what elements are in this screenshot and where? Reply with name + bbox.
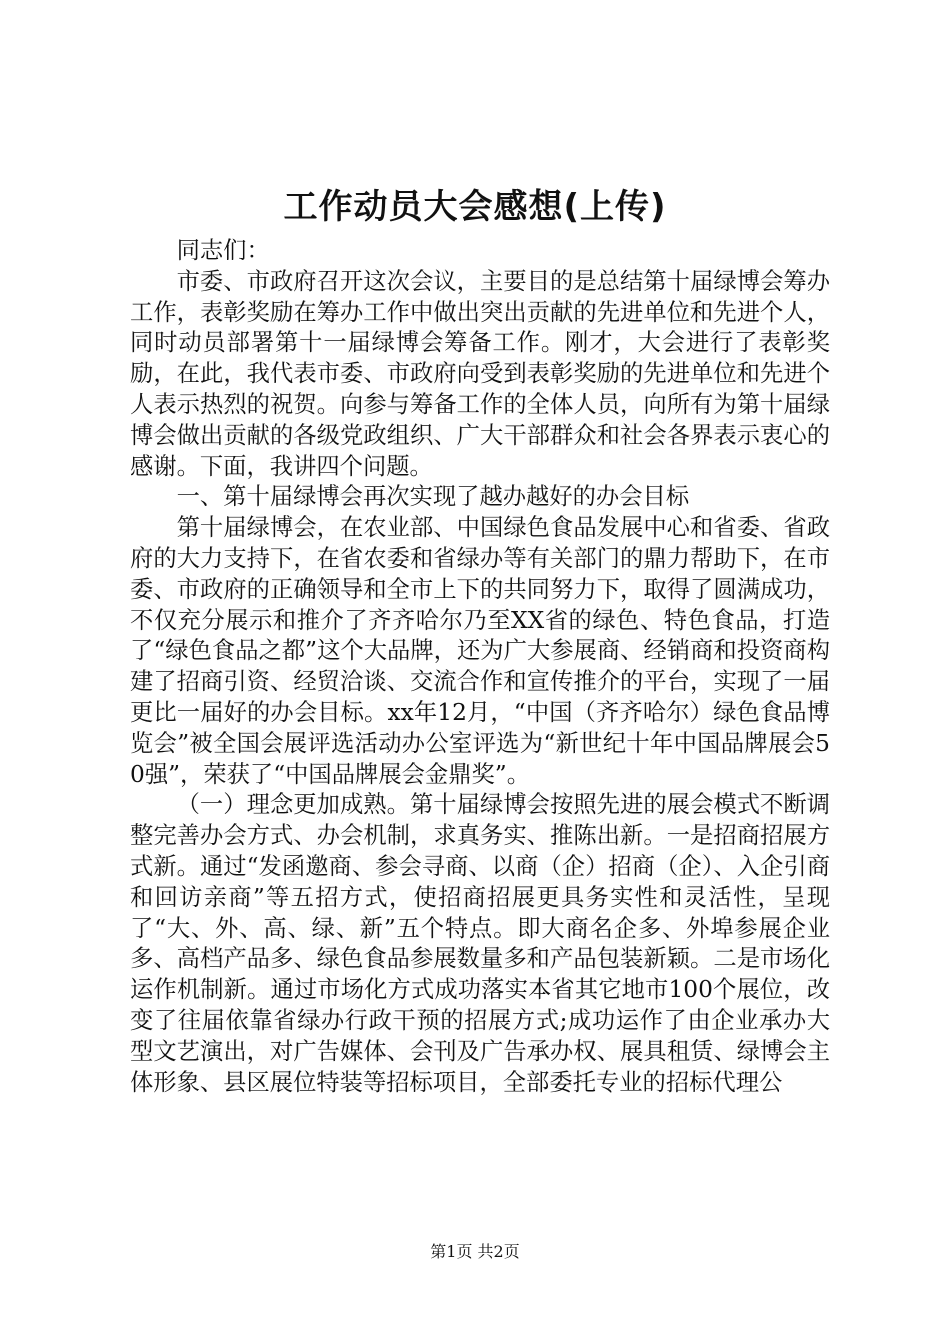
document-title: 工作动员大会感想(上传) xyxy=(283,187,667,227)
page-footer: 第1页 共2页 xyxy=(430,1242,520,1261)
document-body xyxy=(130,236,830,1098)
salutation-paragraph: 同志们： xyxy=(176,237,270,264)
intro-paragraph: 市委、市政府召开这次会议，主要目的是总结第十届绿博会筹办工作，表彰奖励在筹办工作中做出突出贡献的先进单位和先进个人，同时动员部署第十一届绿博会筹备工作。刚才，大会进行了表彰奖励，在此，我代表市委、市政府向受到表彰奖励的先进单位和先进个人表示热烈的祝贺。向参与筹备工作的全体人员，向所有为第十届绿博会做出贡献的各级党政组织、广大干部群众和社会各界表示衷心的感谢。下面，我讲四个问题。 xyxy=(130,267,830,480)
body-paragraph: （一）理念更加成熟。第十届绿博会按照先进的展会模式不断调整完善办会方式、办会机制，求真务实、推陈出新。一是招商招展方式新。通过“发函邀商、参会寻商、以商（企）招商（企）、入企引商和回访亲商”等五招方式，使招商招展更具务实性和灵活性，呈现了“大、外、高、绿、新”五个特点。即大商名企多、外埠参展企业多、高档产品多、绿色食品参展数量多和产品包装新颖。二是市场化运作机制新。通过市场化方式成功落实本省其它地市100个展位，改变了往届依靠省绿办行政干预的招展方式;成功运作了由企业承办大型文艺演出，对广告媒体、会刊及广告承办权、展具租赁、绿博会主体形象、县区展位特装等招标项目，全部委托专业的招标代理公 xyxy=(130,791,830,1096)
body-paragraph: 第十届绿博会，在农业部、中国绿色食品发展中心和省委、省政府的大力支持下，在省农委和省绿办等有关部门的鼎力帮助下，在市委、市政府的正确领导和全市上下的共同努力下，取得了圆满成功，不仅充分展示和推介了齐齐哈尔乃至XX省的绿色、特色食品，打造了“绿色食品之都”这个大品牌，还为广大参展商、经销商和投资商构建了招商引资、经贸洽谈、交流合作和宣传推介的平台，实现了一届更比一届好的办会目标。xx年12月，“中国（齐齐哈尔）绿色食品博览会”被全国会展评选活动办公室评选为“新世纪十年中国品牌展会50强”，荣获了“中国品牌展会金鼎奖”。 xyxy=(130,514,830,788)
section-heading: 一、第十届绿博会再次实现了越办越好的办会目标 xyxy=(176,483,690,511)
